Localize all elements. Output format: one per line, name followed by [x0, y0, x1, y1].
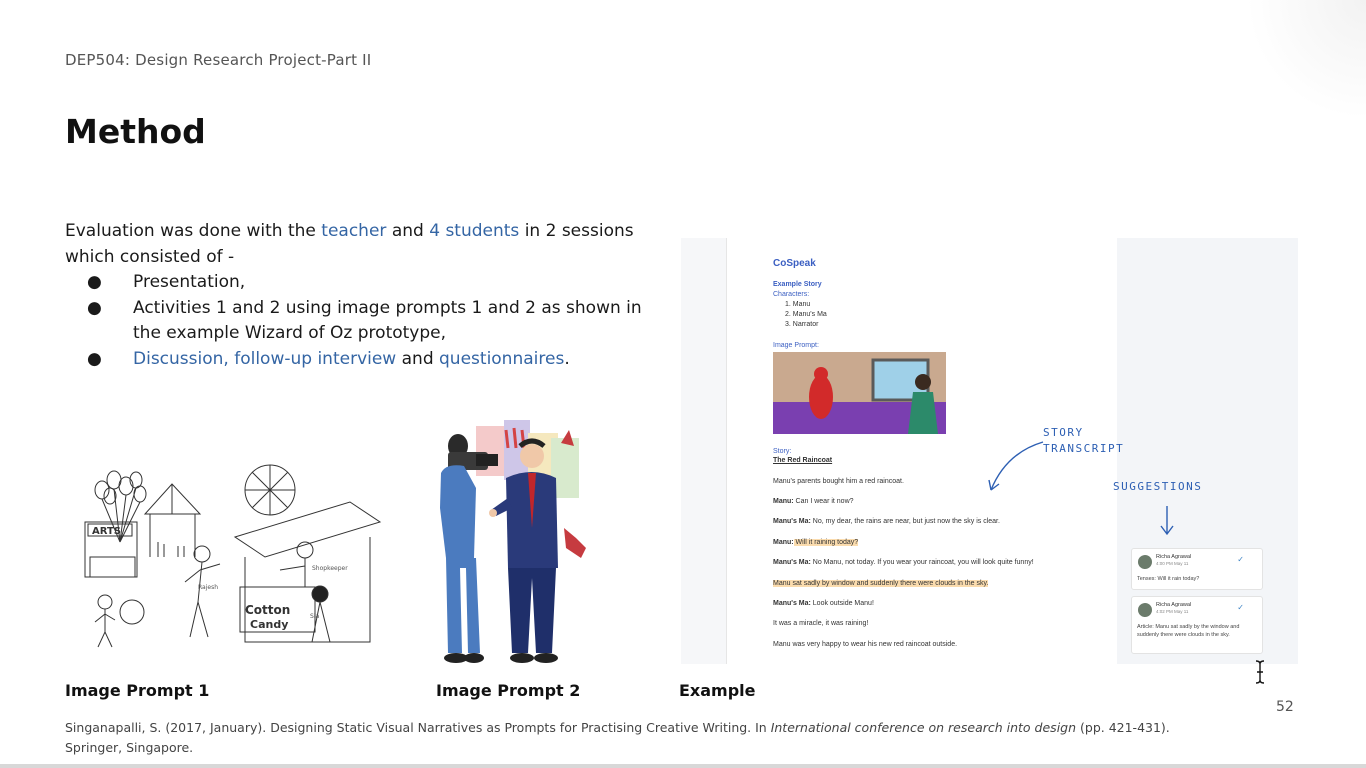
body-text: [65, 219, 645, 372]
character-item: 3. Narrator: [785, 321, 819, 328]
bullet-text: Activities 1 and 2 using image prompts 1 and 2 as shown in the example Wizard of Oz prototype,: [133, 297, 642, 343]
story-label: Story:: [773, 448, 792, 455]
bullet-and: and: [396, 348, 440, 369]
story-line: Manu's parents bought him a red raincoat.: [773, 478, 904, 485]
comment-time: 4:02 PM May 11: [1156, 609, 1189, 614]
students-link[interactable]: 4 students: [429, 221, 520, 241]
intro-and: and: [386, 221, 430, 241]
page-number: 52: [1276, 699, 1294, 715]
story-line: Manu was very happy to wear his new red raincoat outside.: [773, 641, 958, 648]
image-prompt-label: Image Prompt:: [773, 342, 819, 349]
avatar: [1138, 603, 1152, 617]
corner-watermark: [1246, 0, 1366, 120]
story-name: The Red Raincoat: [773, 457, 833, 464]
candy-text: Candy: [250, 618, 289, 631]
suggestions-arrow: [1157, 504, 1177, 538]
shopkeeper-label: Shopkeeper: [312, 565, 348, 572]
bullet-text: Presentation,: [133, 272, 246, 292]
bullet-item: [65, 347, 645, 373]
character-item: 1. Manu: [785, 301, 811, 308]
bullet-dot: ●: [87, 348, 102, 369]
suggestions-annotation: SUGGESTIONS: [1113, 480, 1203, 493]
questionnaires-link[interactable]: questionnaires: [439, 348, 565, 369]
image-prompt-2-illustration: [436, 418, 596, 668]
commenter-name: Richa Agrawal: [1156, 602, 1192, 608]
caption-image-prompt-2: Image Prompt 2: [436, 681, 581, 700]
bullet-dot: ●: [87, 297, 102, 318]
story-line: Manu's Ma: No, my dear, the rains are near, but just now the sky is clear.: [773, 518, 1000, 525]
commenter-name: Richa Agrawal: [1156, 554, 1192, 560]
image-prompt-1-sketch: [80, 462, 395, 652]
course-header: DEP504: Design Research Project-Part II: [65, 51, 372, 69]
check-icon[interactable]: ✓: [1237, 555, 1244, 564]
transcript-annotation: TRANSCRIPT: [1043, 442, 1125, 455]
comment-text: Article: Manu sat sadly by the window and suddenly there were clouds in the sky.: [1137, 624, 1240, 638]
reference-tail: (pp. 421-431). Springer, Singapore.: [65, 720, 1170, 755]
suggestion-card[interactable]: [1131, 596, 1263, 654]
raincoat-image: [773, 352, 946, 434]
comment-text: Tenses: Will it rain today?: [1137, 576, 1200, 582]
bullet-period: .: [564, 348, 570, 369]
arts-sign: ARTS: [92, 526, 122, 537]
bullet-list: [65, 270, 645, 372]
example-document: [681, 238, 1298, 664]
story-line: Manu's Ma: No Manu, not today. If you wear your raincoat, you will look quite funny!: [773, 559, 1034, 566]
story-line: Manu: Can I wear it now?: [773, 498, 854, 505]
intro-rest: in 2 sessions which consisted of -: [65, 221, 634, 267]
bullet-item: [65, 270, 645, 296]
intro-paragraph: [65, 219, 645, 270]
caption-example: Example: [679, 681, 756, 700]
teacher-link[interactable]: teacher: [321, 221, 387, 241]
avatar: [1138, 555, 1152, 569]
story-line: Manu sat sadly by window and suddenly there were clouds in the sky.: [773, 580, 989, 587]
bullet-item: [65, 296, 645, 347]
slide-title: Method: [65, 112, 206, 151]
reference-text: Singanapalli, S. (2017, January). Designing Static Visual Narratives as Prompts for Practising Creative Writing. In: [65, 720, 771, 735]
annotation-arrow: [981, 438, 1051, 498]
bottom-border: [0, 764, 1366, 768]
discussion-link[interactable]: Discussion, follow-up interview: [133, 348, 397, 369]
story-line: It was a miracle, it was raining!: [773, 620, 869, 627]
bullet-dot: ●: [87, 272, 102, 292]
story-line: Manu: Will it raining today?: [773, 539, 859, 546]
reference-venue: International conference on research into design: [770, 720, 1077, 735]
story-annotation: STORY: [1043, 426, 1084, 439]
text-cursor-icon: [1254, 660, 1266, 684]
story-line: Manu's Ma: Look outside Manu!: [773, 600, 874, 607]
caption-image-prompt-1: Image Prompt 1: [65, 681, 210, 700]
character-item: 2. Manu's Ma: [785, 311, 827, 318]
reference-citation: [65, 718, 1185, 758]
characters-label: Characters:: [773, 291, 810, 298]
story-title: Example Story: [773, 281, 822, 288]
cospeak-brand: CoSpeak: [773, 258, 816, 269]
comment-time: 4:00 PM May 11: [1156, 561, 1189, 566]
intro-text: Evaluation was done with the: [65, 221, 322, 241]
cotton-text: Cotton: [245, 603, 291, 617]
rajesh-label: Rajesh: [198, 584, 219, 591]
sia-label: Sia: [310, 613, 320, 620]
check-icon[interactable]: ✓: [1237, 603, 1244, 612]
suggestion-card[interactable]: [1131, 548, 1263, 590]
